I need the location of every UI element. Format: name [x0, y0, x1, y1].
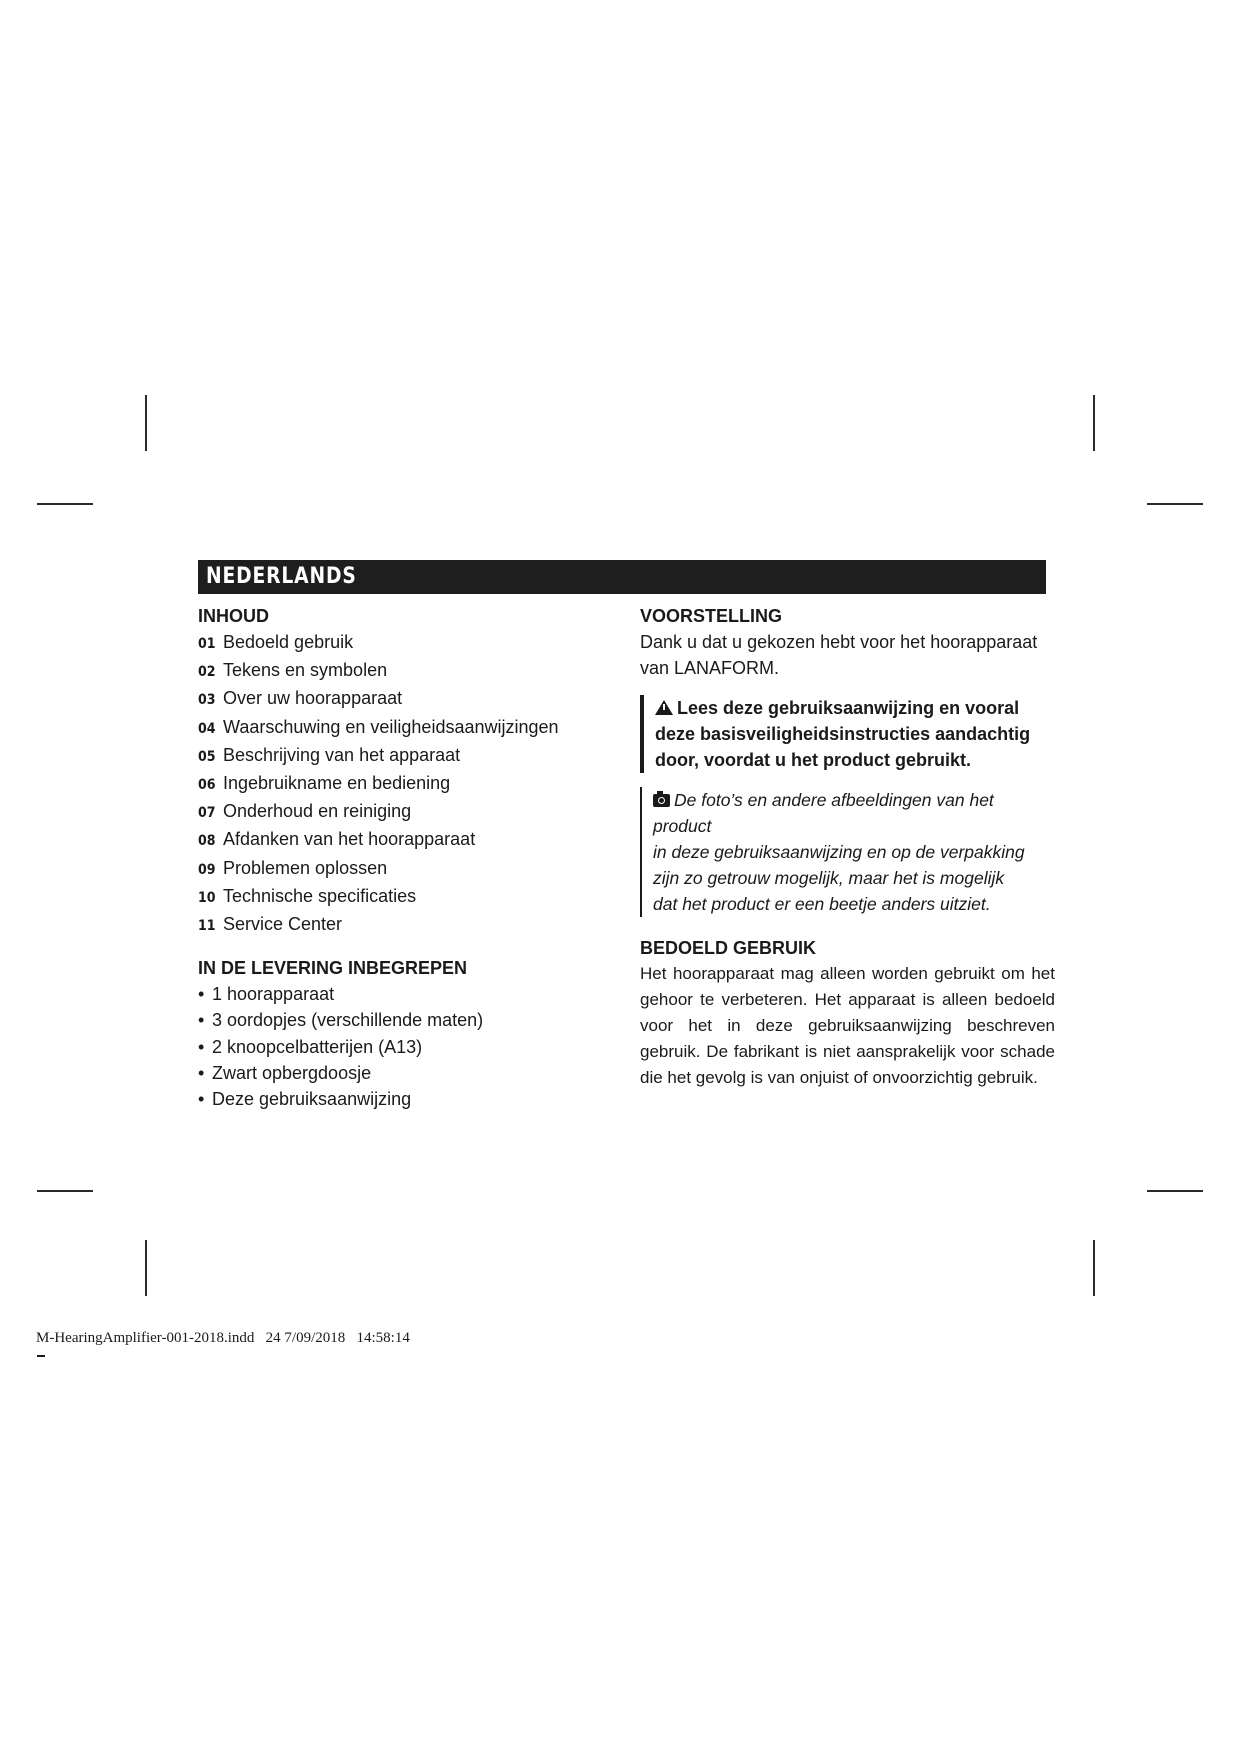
toc-number: 07	[198, 805, 216, 822]
toc-label: Bedoeld gebruik	[223, 632, 354, 652]
crop-mark	[1147, 1190, 1203, 1192]
toc-number: 02	[198, 664, 216, 681]
toc-item	[198, 798, 618, 826]
list-item: • 1 hoorapparaat	[198, 984, 335, 1005]
camera-icon	[653, 794, 670, 807]
toc-label: Tekens en symbolen	[223, 660, 388, 681]
toc-label: Technische specificaties	[223, 885, 417, 906]
toc-item	[198, 855, 618, 883]
toc-item	[198, 770, 618, 798]
toc-number: 08	[198, 833, 216, 850]
intro-line: van LANAFORM.	[640, 658, 780, 678]
toc-item	[198, 911, 618, 939]
toc-item	[198, 742, 618, 770]
table-of-contents	[198, 629, 618, 939]
crop-mark	[1093, 1240, 1095, 1296]
slug-mark	[37, 1355, 45, 1357]
warning-triangle-icon	[655, 700, 673, 715]
toc-label: Afdanken van het hoorapparaat	[223, 829, 476, 850]
toc-number: 10	[198, 889, 216, 906]
photo-note: De foto’s en andere afbeeldingen van het product in deze gebruiksaanwijzing en op de verpakking zijn zo getrouw mogelijk, maar het is mogelijk dat het product er een beetje anders uitziet.	[640, 787, 1055, 917]
slug-date: 7/09/2018	[284, 1330, 346, 1346]
toc-label: Waarschuwing en veiligheidsaanwijzingen	[223, 716, 559, 737]
intended-use-text: Het hoorapparaat mag alleen worden gebruikt om het gehoor te verbeteren. Het apparaat is alleen bedoeld voor het in deze gebruiksaanwijzing beschreven gebruik. De fabrikant is niet aansprakelijk voor schade die het gevolg is van onjuist of onvoorzichtig gebruik.	[640, 964, 1055, 1087]
right-column	[640, 603, 1055, 1091]
language-header	[198, 560, 1046, 594]
toc-item	[198, 714, 618, 742]
list-item: • 3 oordopjes (verschillende maten)	[198, 1010, 484, 1031]
intro-line: Dank u dat u gekozen hebt voor het hoorapparaat	[640, 632, 1038, 652]
slug-file: M-HearingAmplifier-001-2018.indd	[36, 1330, 255, 1346]
toc-item	[198, 826, 618, 854]
toc-item	[198, 657, 618, 685]
toc-label: Service Center	[223, 914, 343, 935]
crop-mark	[1147, 503, 1203, 505]
toc-number: 03	[198, 692, 216, 709]
list-item: • Deze gebruiksaanwijzing	[198, 1089, 412, 1110]
language-label: NEDERLANDS	[206, 564, 357, 589]
slug-time: 14:58:14	[356, 1330, 410, 1346]
crop-mark	[37, 503, 93, 505]
toc-label: Beschrijving van het apparaat	[223, 744, 461, 765]
intended-use-heading: BEDOELD GEBRUIK	[640, 938, 817, 958]
toc-item	[198, 883, 618, 911]
print-slug	[36, 1330, 410, 1347]
safety-warning: Lees deze gebruiksaanwijzing en vooral deze basisveiligheidsinstructies aandachtig door, voordat u het product gebruikt.	[640, 695, 1055, 773]
crop-mark	[145, 1240, 147, 1296]
toc-label: Over uw hoorapparaat	[223, 688, 403, 709]
toc-item	[198, 685, 618, 713]
list-item: • 2 knoopcelbatterijen (A13)	[198, 1036, 423, 1057]
toc-number: 01	[198, 636, 216, 652]
toc-label: Ingebruikname en bediening	[223, 773, 451, 794]
intended-use-section	[640, 935, 1055, 1091]
toc-number: 11	[198, 918, 216, 935]
toc-number: 09	[198, 861, 216, 878]
toc-number: 05	[198, 748, 216, 765]
included-list	[198, 981, 618, 1112]
toc-heading: INHOUD	[198, 606, 269, 626]
crop-mark	[1093, 395, 1095, 451]
included-heading: IN DE LEVERING INBEGREPEN	[198, 958, 468, 979]
toc-number: 06	[198, 777, 216, 794]
toc-number: 04	[198, 720, 216, 737]
list-item: • Zwart opbergdoosje	[198, 1062, 372, 1083]
intro-heading: VOORSTELLING	[640, 606, 783, 626]
left-column	[198, 603, 618, 1112]
slug-page: 24	[265, 1330, 281, 1346]
crop-mark	[37, 1190, 93, 1192]
crop-mark	[145, 395, 147, 451]
toc-item	[198, 629, 618, 657]
toc-label: Onderhoud en reiniging	[223, 801, 412, 822]
toc-label: Problemen oplossen	[223, 857, 388, 878]
